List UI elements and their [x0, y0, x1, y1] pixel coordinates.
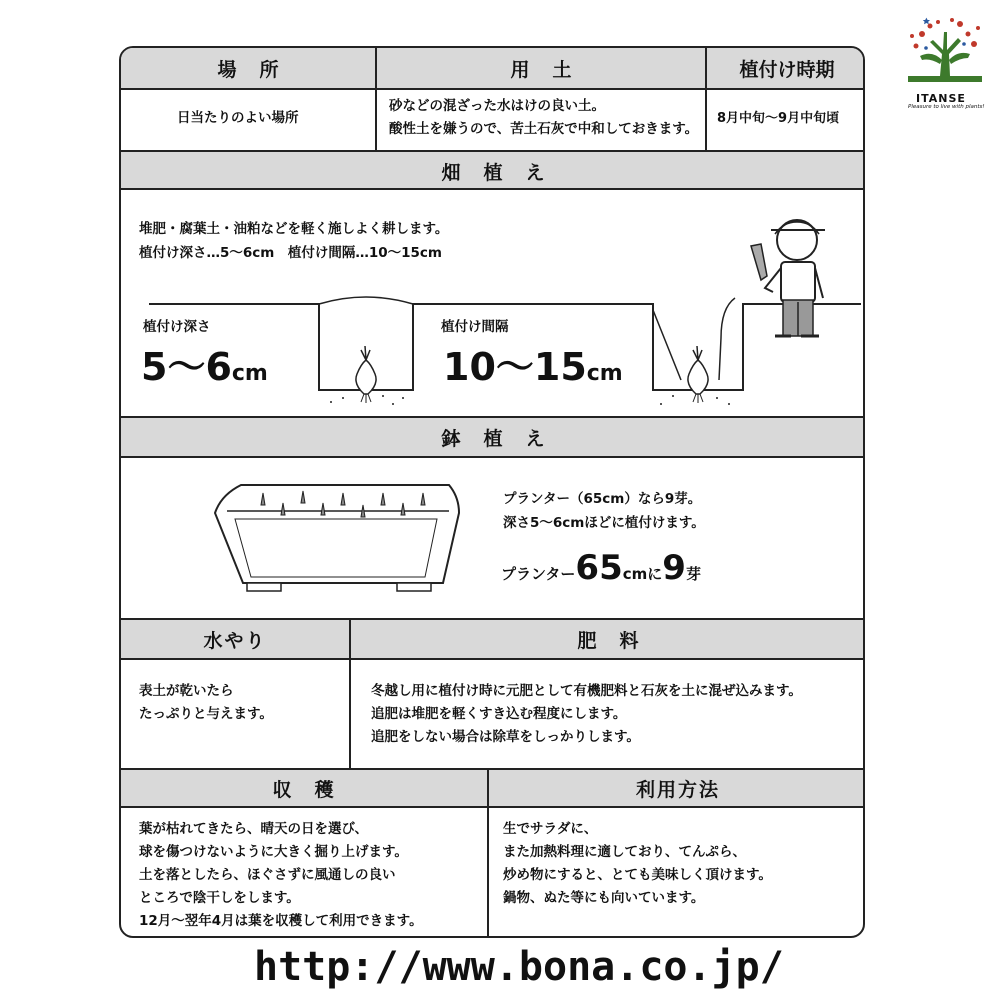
fertilizer-text-2: 追肥は堆肥を軽くすき込む程度にします。: [371, 706, 627, 722]
pot-big-mid: に: [647, 565, 663, 583]
header-field-planting: 畑 植 え: [121, 152, 865, 190]
spacing-value: [443, 336, 623, 391]
header-watering: 水やり: [121, 620, 349, 658]
depth-number: 5〜6: [141, 345, 232, 389]
planter-illustration-icon: [211, 473, 471, 603]
watering-text-2: たっぷりと与えます。: [139, 706, 273, 722]
usage-text-3: 炒め物にすると、とても美味しく頂けます。: [503, 867, 772, 883]
header-planting-time: 植付け時期: [707, 48, 865, 88]
usage-text-4: 鍋物、ぬた等にも向いています。: [503, 890, 705, 906]
pot-big-unit: cm: [622, 565, 648, 583]
location-text: 日当たりのよい場所: [177, 110, 299, 126]
harvest-text-3: 土を落としたら、ほぐさずに風通しの良い: [139, 867, 396, 883]
fertilizer-text-3: 追肥をしない場合は除草をしっかりします。: [371, 729, 640, 745]
pot-text-2: 深さ5〜6cmほどに植付けます。: [503, 515, 705, 531]
fertilizer-text-1: 冬越し用に植付け時に元肥として有機肥料と石灰を土に混ぜ込みます。: [371, 683, 802, 699]
care-guide-card: [119, 46, 865, 938]
depth-unit: cm: [231, 361, 268, 386]
depth-value: [141, 336, 268, 391]
watering-text-1: 表土が乾いたら: [139, 683, 234, 699]
pot-big-num1: 65: [575, 548, 623, 588]
tree-logo-icon: [900, 14, 990, 94]
field-text-1: 堆肥・腐葉土・油粕などを軽く施しよく耕します。: [139, 221, 449, 237]
header-fertilizer: 肥 料: [351, 620, 865, 658]
pot-text-1: プランター（65cm）なら9芽。: [503, 491, 702, 507]
planting-time-text: 8月中旬〜9月中旬頃: [717, 111, 840, 126]
header-soil: 用 土: [377, 48, 707, 88]
pot-big-prefix: プランター: [501, 565, 576, 583]
spacing-label: 植付け間隔: [441, 319, 509, 335]
spacing-unit: cm: [586, 361, 623, 386]
usage-text-2: また加熱料理に適しており、てんぷら、: [503, 844, 746, 860]
harvest-text-5: 12月〜翌年4月は葉を収穫して利用できます。: [139, 913, 423, 929]
soil-text-2: 酸性土を嫌うので、苦土石灰で中和しておきます。: [389, 121, 699, 137]
field-text-2: 植付け深さ…5〜6cm 植付け間隔…10〜15cm: [139, 245, 442, 261]
harvest-text-4: ところで陰干しをします。: [139, 890, 300, 906]
harvest-text-1: 葉が枯れてきたら、晴天の日を選び、: [139, 821, 368, 837]
soil-text-1: 砂などの混ざった水はけの良い土。: [389, 98, 605, 114]
header-location: 場 所: [121, 48, 377, 88]
depth-label: 植付け深さ: [143, 319, 211, 335]
footer-url[interactable]: http://www.bona.co.jp/: [254, 944, 784, 990]
pot-big-suffix: 芽: [685, 565, 701, 583]
farmer-illustration-icon: [751, 220, 825, 336]
header-pot-planting: 鉢 植 え: [121, 418, 865, 456]
itanse-logo: [900, 14, 990, 109]
logo-tagline: Pleasure to live with plants!: [908, 104, 985, 110]
pot-big-text: [501, 548, 701, 588]
header-harvest: 収 穫: [121, 770, 487, 806]
usage-text-1: 生でサラダに、: [503, 821, 598, 837]
pot-big-num2: 9: [662, 548, 686, 588]
header-usage: 利用方法: [489, 770, 865, 806]
spacing-number: 10〜15: [443, 345, 587, 389]
logo-name: ITANSE: [916, 92, 966, 105]
harvest-text-2: 球を傷つけないように大きく掘り上げます。: [139, 844, 408, 860]
